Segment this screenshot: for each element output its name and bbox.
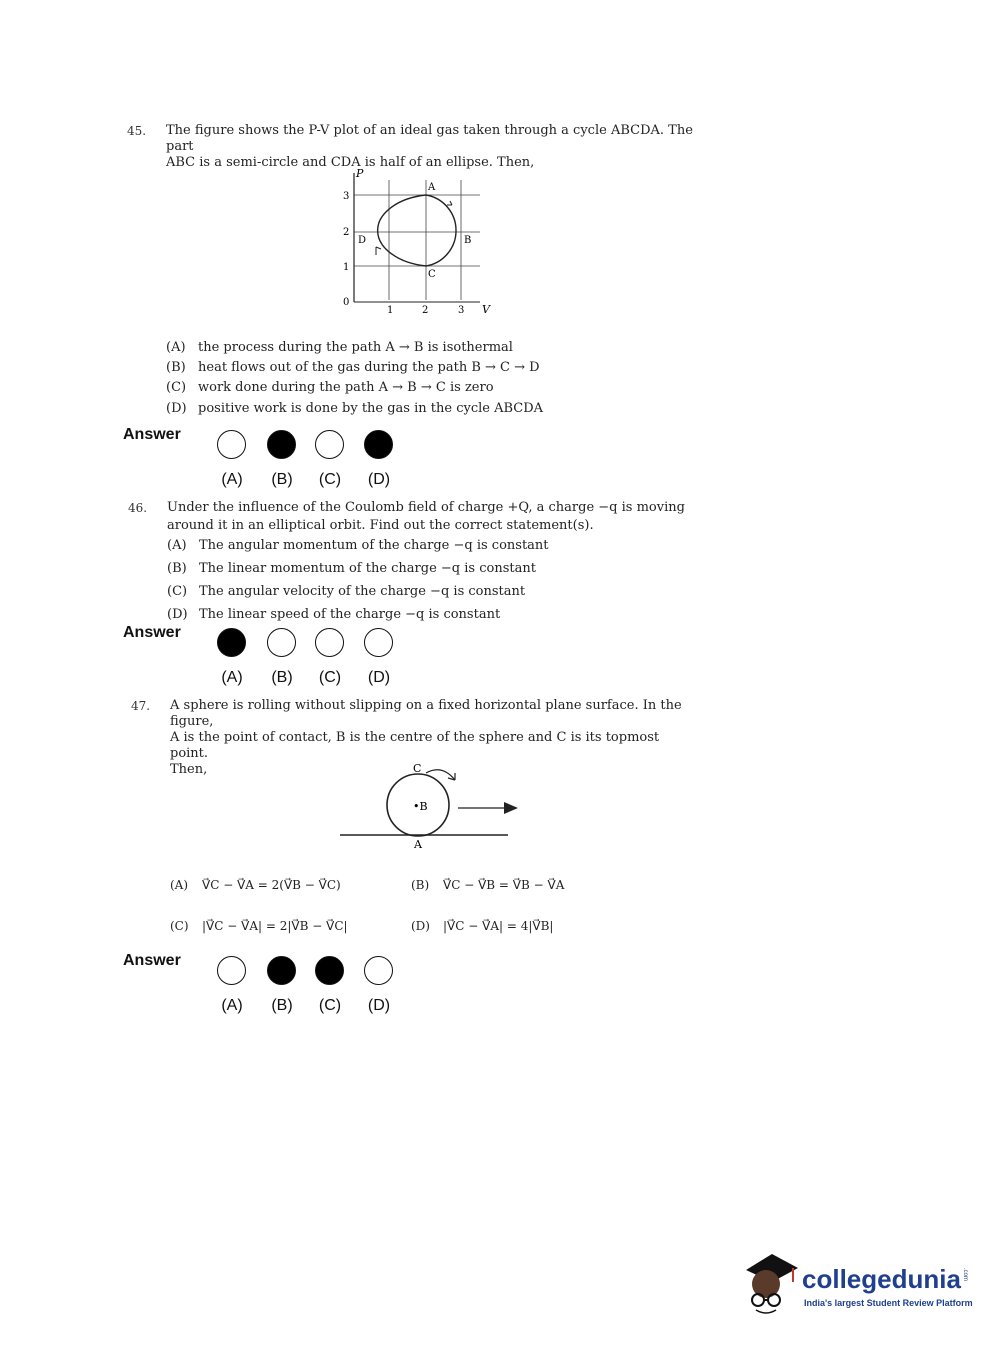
logo-suffix: .com (962, 1268, 968, 1282)
bubble-label: (A) (221, 669, 243, 686)
point-label-a: A (414, 838, 422, 851)
bubble-label: (D) (367, 997, 391, 1014)
bubble-label: (B) (271, 997, 293, 1014)
p-axis-label: P (356, 167, 364, 180)
question-line: around it in an elliptical orbit. Find out the correct statement(s). (167, 518, 594, 533)
bubble-label: (D) (367, 471, 391, 488)
bubble-label: (C) (318, 997, 342, 1014)
answer-label: Answer (123, 624, 181, 641)
question-line: The figure shows the P-V plot of an ideal gas taken through a cycle ABCDA. The part (166, 123, 693, 154)
y-tick: 3 (343, 191, 350, 202)
question-line: A sphere is rolling without slipping on a fixed horizontal plane surface. In the figure, (170, 698, 682, 729)
x-tick: 1 (387, 305, 394, 316)
question-line: ABC is a semi-circle and CDA is half of an ellipse. Then, (166, 155, 535, 170)
option-d: (D) |V⃗C − V⃗A| = 4|V⃗B| (411, 919, 554, 933)
question-text (166, 123, 696, 171)
bubble-label: (A) (221, 471, 243, 488)
point-label-b: B (464, 235, 472, 246)
answer-bubble-b[interactable] (267, 628, 296, 657)
question-number: 47. (131, 699, 151, 713)
option-a: (A) the process during the path A → B is isothermal (166, 340, 513, 355)
option-d: (D) The linear speed of the charge −q is constant (167, 607, 501, 622)
logo-wordmark: collegedunia (802, 1264, 961, 1294)
option-b: (B) The linear momentum of the charge −q is constant (167, 561, 536, 576)
x-tick: 3 (458, 305, 465, 316)
pv-graph (330, 165, 500, 320)
answer-bubble-c[interactable] (315, 430, 344, 459)
option-c: (C) The angular velocity of the charge −q is constant (167, 584, 526, 599)
option-c: (C) work done during the path A → B → C is zero (166, 380, 494, 395)
y-tick: 2 (343, 227, 350, 238)
answer-bubble-a[interactable] (217, 956, 246, 985)
point-label-c: C (413, 762, 422, 775)
answer-bubble-d[interactable] (364, 628, 393, 657)
bubble-label: (B) (271, 669, 293, 686)
y-tick: 0 (343, 297, 350, 308)
rolling-sphere-figure (338, 760, 528, 855)
mascot-logo-icon (742, 1250, 802, 1320)
bubble-label: (C) (318, 669, 342, 686)
option-a: (A) V⃗C − V⃗A = 2(V⃗B − V⃗C) (170, 878, 341, 892)
answer-label: Answer (123, 426, 181, 443)
question-number: 46. (128, 501, 148, 515)
answer-bubble-d[interactable] (364, 956, 393, 985)
question-number: 45. (127, 124, 147, 138)
answer-label: Answer (123, 952, 181, 969)
v-axis-label: V (482, 303, 490, 316)
point-label-a: A (428, 182, 436, 193)
option-c: (C) |V⃗C − V⃗A| = 2|V⃗B − V⃗C| (170, 919, 348, 933)
answer-bubble-a[interactable] (217, 628, 246, 657)
option-a: (A) The angular momentum of the charge −q is constant (167, 538, 549, 553)
question-text (167, 500, 697, 534)
answer-bubble-d[interactable] (364, 430, 393, 459)
bubble-label: (A) (221, 997, 243, 1014)
question-line: A is the point of contact, B is the centre of the sphere and C is its topmost point. (170, 730, 660, 761)
bubble-label: (D) (367, 669, 391, 686)
point-label-b: •B (413, 800, 428, 813)
arrow-ab-icon (447, 201, 452, 205)
y-tick: 1 (343, 262, 350, 273)
velocity-arrowhead-icon (504, 802, 518, 814)
option-b: (B) heat flows out of the gas during the path B → C → D (166, 360, 540, 375)
answer-bubble-b[interactable] (267, 430, 296, 459)
question-line: Under the influence of the Coulomb field of charge +Q, a charge −q is moving (167, 500, 685, 515)
x-tick: 2 (422, 305, 429, 316)
point-label-d: D (358, 235, 367, 246)
answer-bubble-b[interactable] (267, 956, 296, 985)
bubble-label: (C) (318, 471, 342, 488)
option-d: (D) positive work is done by the gas in the cycle ABCDA (166, 401, 544, 416)
point-label-c: C (428, 269, 436, 280)
answer-bubble-c[interactable] (315, 628, 344, 657)
arrow-da-icon (376, 247, 381, 255)
answer-bubble-c[interactable] (315, 956, 344, 985)
question-line: Then, (170, 762, 208, 777)
answer-bubble-a[interactable] (217, 430, 246, 459)
logo-tagline: India's largest Student Review Platform (804, 1298, 973, 1308)
bubble-label: (B) (271, 471, 293, 488)
option-b: (B) V⃗C − V⃗B = V⃗B − V⃗A (411, 878, 565, 892)
